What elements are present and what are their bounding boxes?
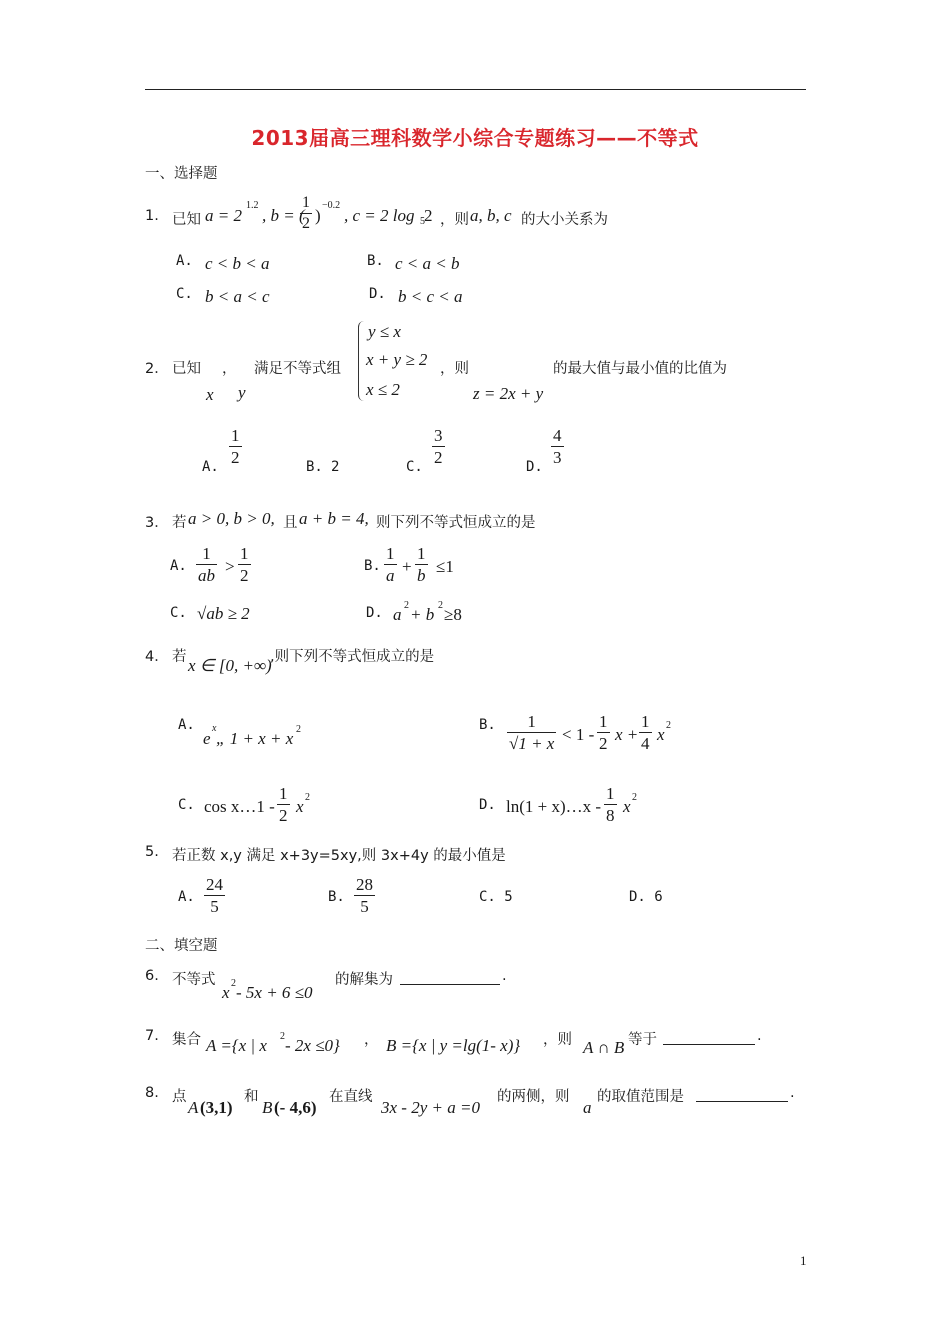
q1-b-def: , b = ( [262,206,305,225]
q3-optB-den2: b [417,566,426,585]
q1-prefix: 已知 [172,212,201,228]
page-title: 2013届高三理科数学小综合专题练习——不等式 [251,126,699,150]
q1-optD-label: D. [369,286,386,302]
q2-system-brace [358,321,365,401]
q4-optB-frac1 [597,713,610,752]
q7-setB: B ={x | y =lg(1- x)} [386,1036,521,1055]
q1-a-def: a = 2 [205,206,242,225]
q8-line: 3x - 2y + a =0 [381,1098,480,1117]
q3-optB-num1: 1 [386,544,395,563]
q4-optD-den: 8 [606,806,615,825]
q6-question: 的解集为 [335,972,393,988]
q2-then: ，则 [440,361,469,377]
q4-optA-sq: 2 [296,724,301,735]
q4-optB-mid: < 1 - [562,725,595,744]
q3-and: 且 [283,515,298,531]
q2-given: 已知 [172,361,201,377]
q2-number: 2． [145,361,169,377]
q6-expr-x: x [222,983,230,1002]
q3-optD-plus: + b [410,605,435,624]
q8-point-A-coord: (3,1) [200,1098,233,1117]
q4-optA-e: e [203,729,211,748]
q3-question: 则下列不等式恒成立的是 [376,515,536,531]
q4-optB-frac2-num: 1 [641,712,650,731]
q5-optA-num: 24 [206,875,223,894]
q4-optB-frac1-num: 1 [599,712,608,731]
q4-optC-pre: cos x…1 - [204,797,275,816]
q4-optB-x2: x [657,725,665,744]
q4-optA-ex: x [212,723,217,734]
q2-optD-fraction [551,427,564,466]
q4-optB-label: B. [479,717,496,733]
q3-optA-num2: 1 [240,544,249,563]
q8-number: 8. [145,1085,159,1101]
q2-optD-label: D. [526,459,543,475]
q6-answer-blank[interactable] [400,970,500,985]
q3-optB-frac1 [384,545,397,584]
q7-setA-rest: - 2x ≤0} [285,1036,340,1055]
q1-optA-label: A. [176,253,193,269]
q7-equals: 等于 [628,1032,657,1048]
q1-then: ，则 [440,212,469,228]
q4-optC-sq: 2 [305,792,310,803]
q3-optD-a: a [393,605,402,624]
q1-a-exp: 1.2 [246,200,259,211]
q4-optB-lhs [507,713,556,752]
q2-optD-num: 4 [553,426,562,445]
q3-optA-frac2 [238,545,251,584]
q4-optD-sq: 2 [632,792,637,803]
q5-number: 5. [145,844,159,860]
q4-optA-label: A. [178,717,195,733]
q5-optA-den: 5 [204,895,225,915]
q2-question: 的最大值与最小值的比值为 [553,361,727,377]
q5-optC: C. 5 [479,889,513,905]
q4-optC-den: 2 [279,806,288,825]
q1-optB: c < a < b [395,254,460,273]
q8-point-A: A [188,1098,199,1117]
q3-optB-label: B. [364,558,381,574]
q3-optB-den1: a [386,566,395,585]
q4-optD-num: 1 [606,784,615,803]
q6-prefix: 不等式 [172,972,216,988]
q2-optC-num: 3 [434,426,443,445]
q6-period: . [502,968,507,984]
q1-optD: b < c < a [398,287,463,306]
q7-setA: A ={x | x [206,1036,267,1055]
q2-optC-fraction [432,427,445,466]
q8-var: a [583,1098,592,1117]
q5-optB-den: 5 [354,895,375,915]
q1-log-arg: 2 [424,206,433,225]
q3-optA-den2: 2 [240,566,249,585]
q5-optB-num: 28 [356,875,373,894]
q8-point-B: B [262,1098,273,1117]
q5-optB-label: B. [328,889,345,905]
q2-satisfy: 满足不等式组 [254,361,341,377]
q1-question: 的大小关系为 [521,212,608,228]
q4-optC-num: 1 [279,784,288,803]
q3-number: 3． [145,515,169,531]
q3-optC-label: C. [170,605,187,621]
q4-optC-label: C. [178,797,195,813]
q1-half-den: 2 [302,215,310,232]
q4-optB-frac1-den: 2 [599,734,608,753]
q4-optB-sq: 2 [666,720,671,731]
q5-optB-frac [354,876,375,915]
q3-optA-frac1 [196,545,217,584]
q4-question: ,则下列不等式恒成立的是 [270,649,435,665]
q3-optD-label: D. [366,605,383,621]
q1-optB-label: B. [367,253,384,269]
header-rule [145,89,806,90]
q2-system-line-2: x + y ≥ 2 [366,350,428,369]
q3-optD-end: ≥8 [444,605,462,624]
q2-optA-fraction [229,427,242,466]
q2-optB-label: B. [306,459,323,475]
q4-optA-rest: „ 1 + x + x [216,729,294,748]
q6-expr-sq: 2 [231,978,236,989]
q2-optA-num: 1 [231,426,240,445]
q2-comma: ， [222,361,237,377]
q2-system-line-1: y ≤ x [368,322,401,341]
q4-optB-frac2-den: 4 [641,734,650,753]
q2-optC-label: C. [406,459,423,475]
q4-optC-x: x [296,797,304,816]
q3-optD-sq2: 2 [438,600,443,611]
q5-optA-frac [204,876,225,915]
q1-log-base: 5 [420,216,425,227]
q3-optA-den1: ab [198,566,215,585]
q1-c-def: , c = 2 log [344,206,415,225]
section-fill-heading: 二、填空题 [145,938,218,954]
q2-objective: z = 2x + y [473,384,544,403]
q1-half-num: 1 [302,194,310,211]
q4-optB-lhs-den: √1 + x [509,734,555,753]
q4-optD-x: x [623,797,631,816]
q1-half-fraction [300,195,312,232]
q1-optC-label: C. [176,286,193,302]
q5-text: 若正数 x,y 满足 x+3y=5xy,则 3x+4y 的最小值是 [172,848,506,864]
q3-optC: √ab ≥ 2 [197,604,250,623]
q3-optB-frac2 [415,545,428,584]
q4-optC-frac [277,785,290,824]
q2-optA-label: A. [202,459,219,475]
q3-optD-sq1: 2 [404,600,409,611]
q4-optB-lhs-num: 1 [527,712,536,731]
q8-prefix: 点 [172,1089,187,1105]
page-number: 1 [800,1253,807,1268]
q7-intersection: A ∩ B [583,1038,625,1057]
q4-optD-frac [604,785,617,824]
q7-sep: ， [364,1032,379,1048]
q8-period: . [790,1085,795,1101]
q4-optB-x: x + [615,725,639,744]
q7-answer-blank[interactable] [663,1030,755,1045]
q3-optB-num2: 1 [417,544,426,563]
q8-line-text: 在直线 [329,1089,373,1105]
q3-condition-2: a + b = 4, [299,509,369,528]
q2-optD-den: 3 [553,448,562,467]
q7-number: 7. [145,1028,159,1044]
q3-if: 若 [172,515,187,531]
q1-optA: c < b < a [205,254,270,273]
q4-optD-label: D. [479,797,496,813]
q4-optD-pre: ln(1 + x)…x - [506,797,602,816]
q3-optA-num1: 1 [202,544,211,563]
q1-b-exp: −0.2 [322,200,341,211]
q4-optB-frac2 [639,713,652,752]
q8-range-text: 的取值范围是 [597,1089,684,1105]
q3-optA-op: > [225,557,235,576]
q6-number: 6. [145,968,159,984]
q4-condition: x ∈ [0, +∞) [188,656,272,675]
q7-prefix: 集合 [172,1032,201,1048]
q1-optC: b < a < c [205,287,270,306]
q8-point-B-coord: (- 4,6) [274,1098,317,1117]
q7-setA-sq: 2 [280,1031,285,1042]
q7-then: ，则 [543,1032,572,1048]
q7-period: . [757,1028,762,1044]
q5-optA-label: A. [178,889,195,905]
q1-number: 1. [145,208,159,224]
q6-expr-rest: - 5x + 6 ≤0 [236,983,313,1002]
q2-optA-den: 2 [231,448,240,467]
q3-condition-1: a > 0, b > 0, [188,509,275,528]
q1-b-close: ) [315,206,321,225]
q2-y: y [238,383,246,402]
q8-answer-blank[interactable] [696,1087,788,1102]
q4-if: 若 [172,649,187,665]
q8-sides: 的两侧，则 [497,1089,570,1105]
q3-optA-label: A. [170,558,187,574]
q2-system-line-3: x ≤ 2 [366,380,400,399]
q3-optB-op: + [402,557,412,576]
section-choice-heading: 一、选择题 [145,166,218,182]
q2-optC-den: 2 [434,448,443,467]
q8-and: 和 [244,1089,259,1105]
q4-number: 4． [145,649,169,665]
q3-optB-end: ≤1 [436,557,454,576]
q5-optD: D. 6 [629,889,663,905]
q2-x: x [206,385,214,404]
q1-vars: a, b, c [470,206,512,225]
q2-optB: 2 [331,459,340,475]
